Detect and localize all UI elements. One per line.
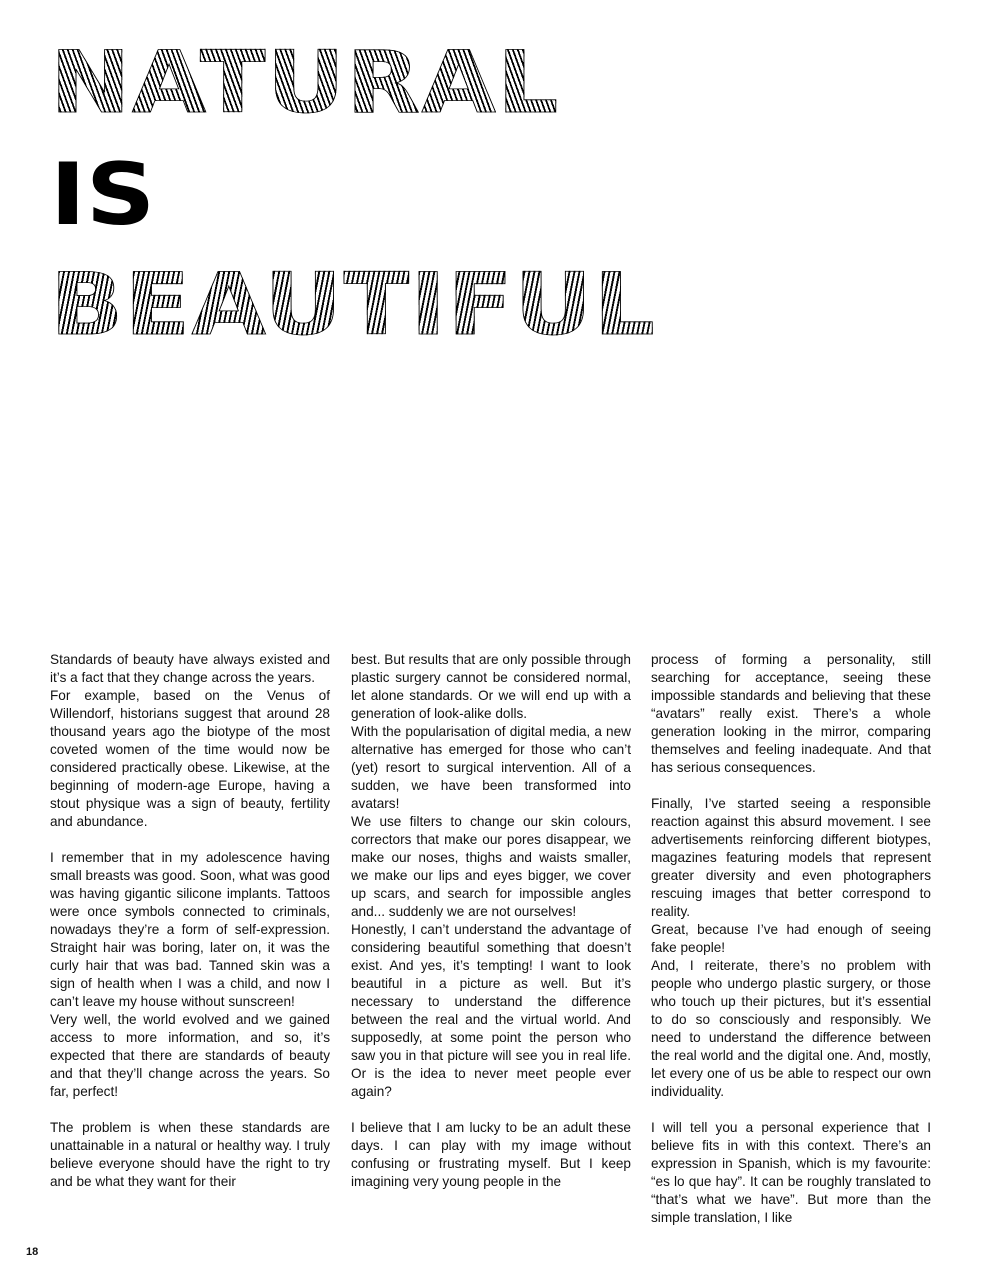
paragraph: Honestly, I can’t understand the advantage of considering beautiful something that doesn’t exist. And yes, it’s tempting! I want to look beautiful in a picture as well. But it’s necessary to understand the difference between the real and the virtual world. And supposedly, at some point the person who saw you in that picture will see you in real life. Or is the idea to never meet people ever again? xyxy=(351,922,631,1099)
paragraph: With the popularisation of digital media, a new alternative has emerged for those who can’t (yet) resort to surgical intervention. All of a sudden, we have been transformed into avatars! xyxy=(351,724,631,811)
paragraph: Great, because I’ve had enough of seeing fake people! xyxy=(651,922,931,955)
paragraph: For example, based on the Venus of Willendorf, historians suggest that around 28 thousand years ago the biotype of the most coveted women of the time would now be considered practically obese. Likewise, at the beginning of modern-age Europe, having a stout physique was a sign of beauty, fertility and abundance. xyxy=(50,688,330,829)
paragraph: I remember that in my adolescence having small breasts was good. Soon, what was good was having gigantic silicone implants. Tattoos were once symbols connected to criminals, nowadays they’re a form of self-expression. Straight hair was boring, later on, it was the curly hair that was bad. Tanned skin was a sign of health when I was a child, and now I can’t leave my house without sunscreen! xyxy=(50,850,330,1009)
paragraph: The problem is when these standards are unattainable in a natural or healthy way. I truly believe everyone should have the right to try and be what they want for their xyxy=(50,1120,330,1189)
title-word-beautiful: BEAUTIFUL xyxy=(50,255,657,355)
paragraph: best. But results that are only possible through plastic surgery cannot be considered normal, let alone standards. Or we will end up with a generation of look-alike dolls. xyxy=(351,652,631,721)
title-word-is: IS xyxy=(50,145,156,245)
page-number: 18 xyxy=(26,1246,39,1258)
text-column-1 xyxy=(50,651,330,1191)
title-word-natural: NATURAL xyxy=(50,33,560,133)
text-column-3 xyxy=(651,651,931,1227)
paragraph: I will tell you a personal experience that I believe fits in with this context. There’s an expression in Spanish, which is my favourite: “es lo que hay”. It can be roughly translated to “that’s what we have”. But more than the simple translation, I like xyxy=(651,1120,931,1225)
paragraph: Standards of beauty have always existed and it’s a fact that they change across the years. xyxy=(50,652,330,685)
paragraph: process of forming a personality, still searching for acceptance, seeing these impossible standards and believing that these “avatars” really exist. There’s a whole generation looking in the mirror, comparing themselves and feeling inadequate. And that has serious consequences. xyxy=(651,652,931,775)
paragraph: And, I reiterate, there’s no problem with people who undergo plastic surgery, or those who touch up their pictures, but it’s essential to do so consciously and responsibly. We need to understand the difference between the real world and the digital one. And, mostly, let every one of us be able to respect our own individuality. xyxy=(651,958,931,1099)
paragraph: I believe that I am lucky to be an adult these days. I can play with my image without confusing or frustrating myself. But I keep imagining very young people in the xyxy=(351,1120,631,1189)
text-column-2 xyxy=(351,651,631,1191)
paragraph: Very well, the world evolved and we gained access to more information, and so, it’s expected that there are standards of beauty and that they’ll change across the years. So far, perfect! xyxy=(50,1012,330,1099)
paragraph: We use filters to change our skin colours, correctors that make our pores disappear, we make our noses, thighs and waists smaller, we make our lips and eyes bigger, we cover up scars, and search for impossible angles and... suddenly we are not ourselves! xyxy=(351,814,631,919)
paragraph: Finally, I’ve started seeing a responsible reaction against this absurd movement. I see advertisements reinforcing different biotypes, magazines featuring models that represent greater diversity and even photographers rescuing images that better correspond to reality. xyxy=(651,796,931,919)
